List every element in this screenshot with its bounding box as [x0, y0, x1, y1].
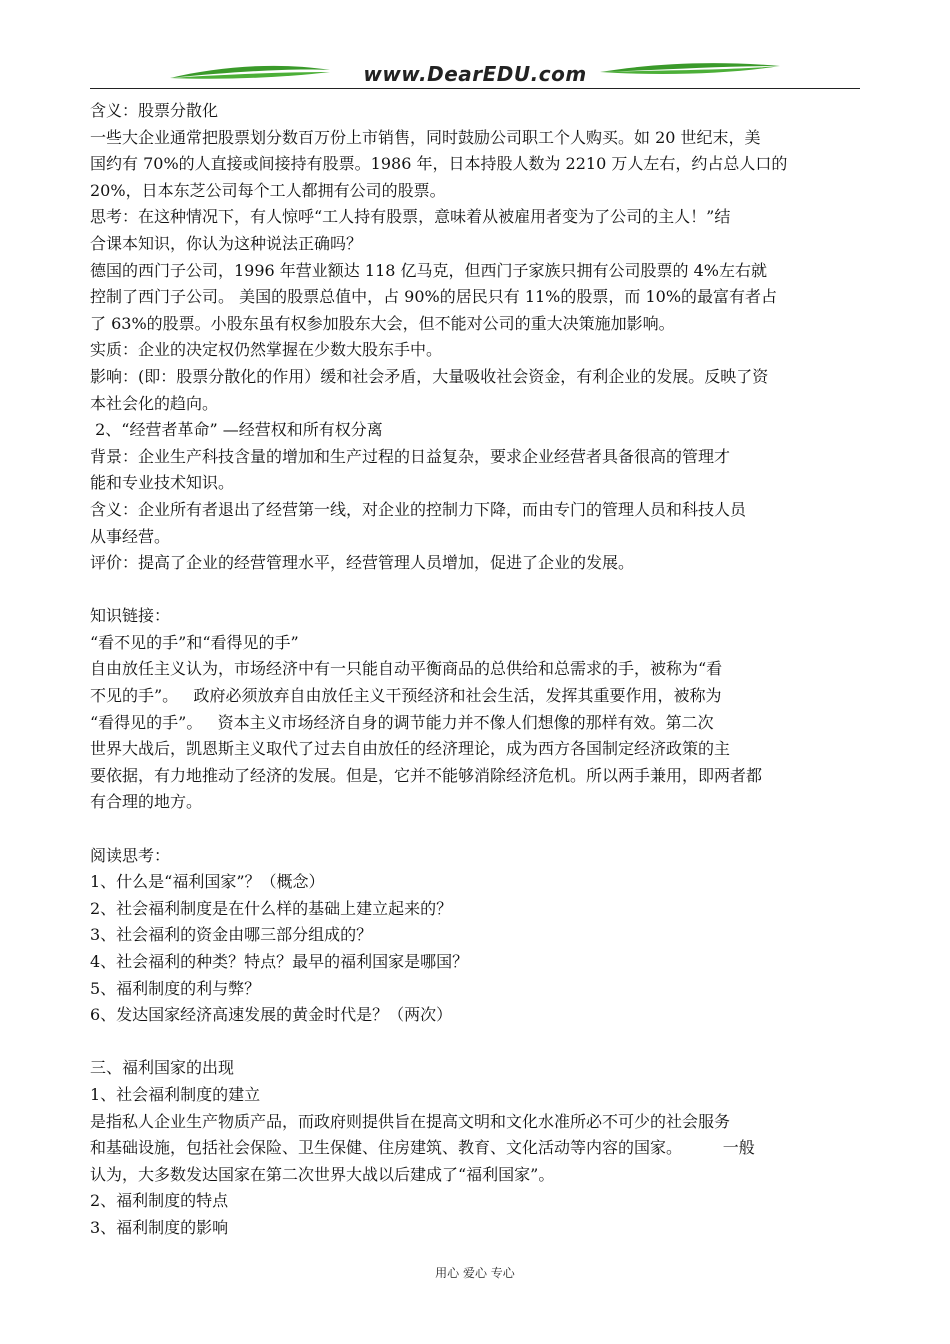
- text-line: 含义：企业所有者退出了经营第一线，对企业的控制力下降，而由专门的管理人员和科技人员: [90, 499, 747, 519]
- text-line: 德国的西门子公司，1996 年营业额达 118 亿马克，但西门子家族只拥有公司股票的 4%左右就: [90, 260, 767, 280]
- text-line: 3、社会福利的资金由哪三部分组成的？: [90, 925, 373, 945]
- text-line: 是指私人企业生产物质产品，而政府则提供旨在提高文明和文化水准所必不可少的社会服务: [90, 1111, 731, 1131]
- text-line: 2、“经营者革命” —经营权和所有权分离: [90, 420, 383, 440]
- text-line: 知识链接：: [90, 606, 171, 626]
- text-line: 本社会化的趋向。: [90, 393, 219, 413]
- text-line: 2、福利制度的特点: [90, 1191, 229, 1211]
- text-line: 认为，大多数发达国家在第二次世界大战以后建成了“福利国家”。: [90, 1164, 555, 1184]
- document-body: [90, 98, 862, 1242]
- text-line: “看不见的手”和“看得见的手”: [90, 632, 299, 652]
- text-line: 5、福利制度的利与弊？: [90, 978, 261, 998]
- text-line: 了 63%的股票。小股东虽有权参加股东大会，但不能对公司的重大决策施加影响。: [90, 313, 675, 333]
- text-line: 1、社会福利制度的建立: [90, 1084, 261, 1104]
- text-line: 2、社会福利制度是在什么样的基础上建立起来的？: [90, 898, 453, 918]
- page-footer: 用心 爱心 专心: [435, 1266, 515, 1280]
- text-line: 3、福利制度的影响: [90, 1217, 229, 1237]
- text-line: 合课本知识，你认为这种说法正确吗？: [90, 233, 363, 253]
- text-line: 不见的手”。 政府必须放弃自由放任主义干预经济和社会生活，发挥其重要作用，被称为: [90, 686, 722, 706]
- text-line: 能和专业技术知识。: [90, 473, 235, 493]
- text-line: 6、发达国家经济高速发展的黄金时代是？（两次）: [90, 1005, 453, 1025]
- text-line: 思考：在这种情况下，有人惊呼“工人持有股票，意味着从被雇用者变为了公司的主人！”结: [90, 207, 731, 227]
- text-line: 4、社会福利的种类？特点？最早的福利国家是哪国？: [90, 952, 469, 971]
- text-line: 三、福利国家的出现: [90, 1058, 235, 1078]
- text-line: 国约有 70%的人直接或间接持有股票。1986 年，日本持股人数为 2210 万人左右，约占总人口的: [90, 154, 788, 174]
- text-line: “看得见的手”。 资本主义市场经济自身的调节能力并不像人们想像的那样有效。第二次: [90, 712, 714, 732]
- blank-line: [90, 1029, 862, 1056]
- text-line: 和基础设施，包括社会保险、卫生保健、住房建筑、教育、文化活动等内容的国家。 一般: [90, 1138, 755, 1158]
- text-line: 从事经营。: [90, 526, 171, 546]
- header-divider: [90, 88, 860, 89]
- text-line: 控制了西门子公司。 美国的股票总值中，占 90%的居民只有 11%的股票，而 10%的最富有者占: [90, 287, 778, 307]
- text-line: 影响：(即：股票分散化的作用）缓和社会矛盾，大量吸收社会资金，有利企业的发展。反映了资: [90, 366, 769, 386]
- text-line: 一些大企业通常把股票划分数百万份上市销售，同时鼓励公司职工个人购买。如 20 世纪末，美: [90, 127, 761, 147]
- text-line: 背景：企业生产科技含量的增加和生产过程的日益复杂，要求企业经营者具备很高的管理才: [90, 446, 731, 466]
- text-line: 自由放任主义认为，市场经济中有一只能自动平衡商品的总供给和总需求的手，被称为“看: [90, 659, 723, 679]
- text-line: 评价：提高了企业的经营管理水平，经营管理人员增加，促进了企业的发展。: [90, 553, 635, 573]
- text-line: 世界大战后，凯恩斯主义取代了过去自由放任的经济理论，成为西方各国制定经济政策的主: [90, 739, 731, 759]
- blank-line: [90, 816, 862, 843]
- text-line: 有合理的地方。: [90, 792, 203, 812]
- site-logo-text: www.DearEDU.com: [363, 62, 587, 86]
- text-line: 实质：企业的决定权仍然掌握在少数大股东手中。: [90, 340, 443, 360]
- text-line: 1、什么是“福利国家”？（概念）: [90, 872, 325, 892]
- blank-line: [90, 577, 862, 604]
- text-line: 含义：股票分散化: [90, 101, 219, 120]
- text-line: 20%，日本东芝公司每个工人都拥有公司的股票。: [90, 180, 446, 200]
- text-line: 要依据，有力地推动了经济的发展。但是，它并不能够消除经济危机。所以两手兼用，即两者都: [90, 765, 763, 785]
- text-line: 阅读思考：: [90, 845, 171, 865]
